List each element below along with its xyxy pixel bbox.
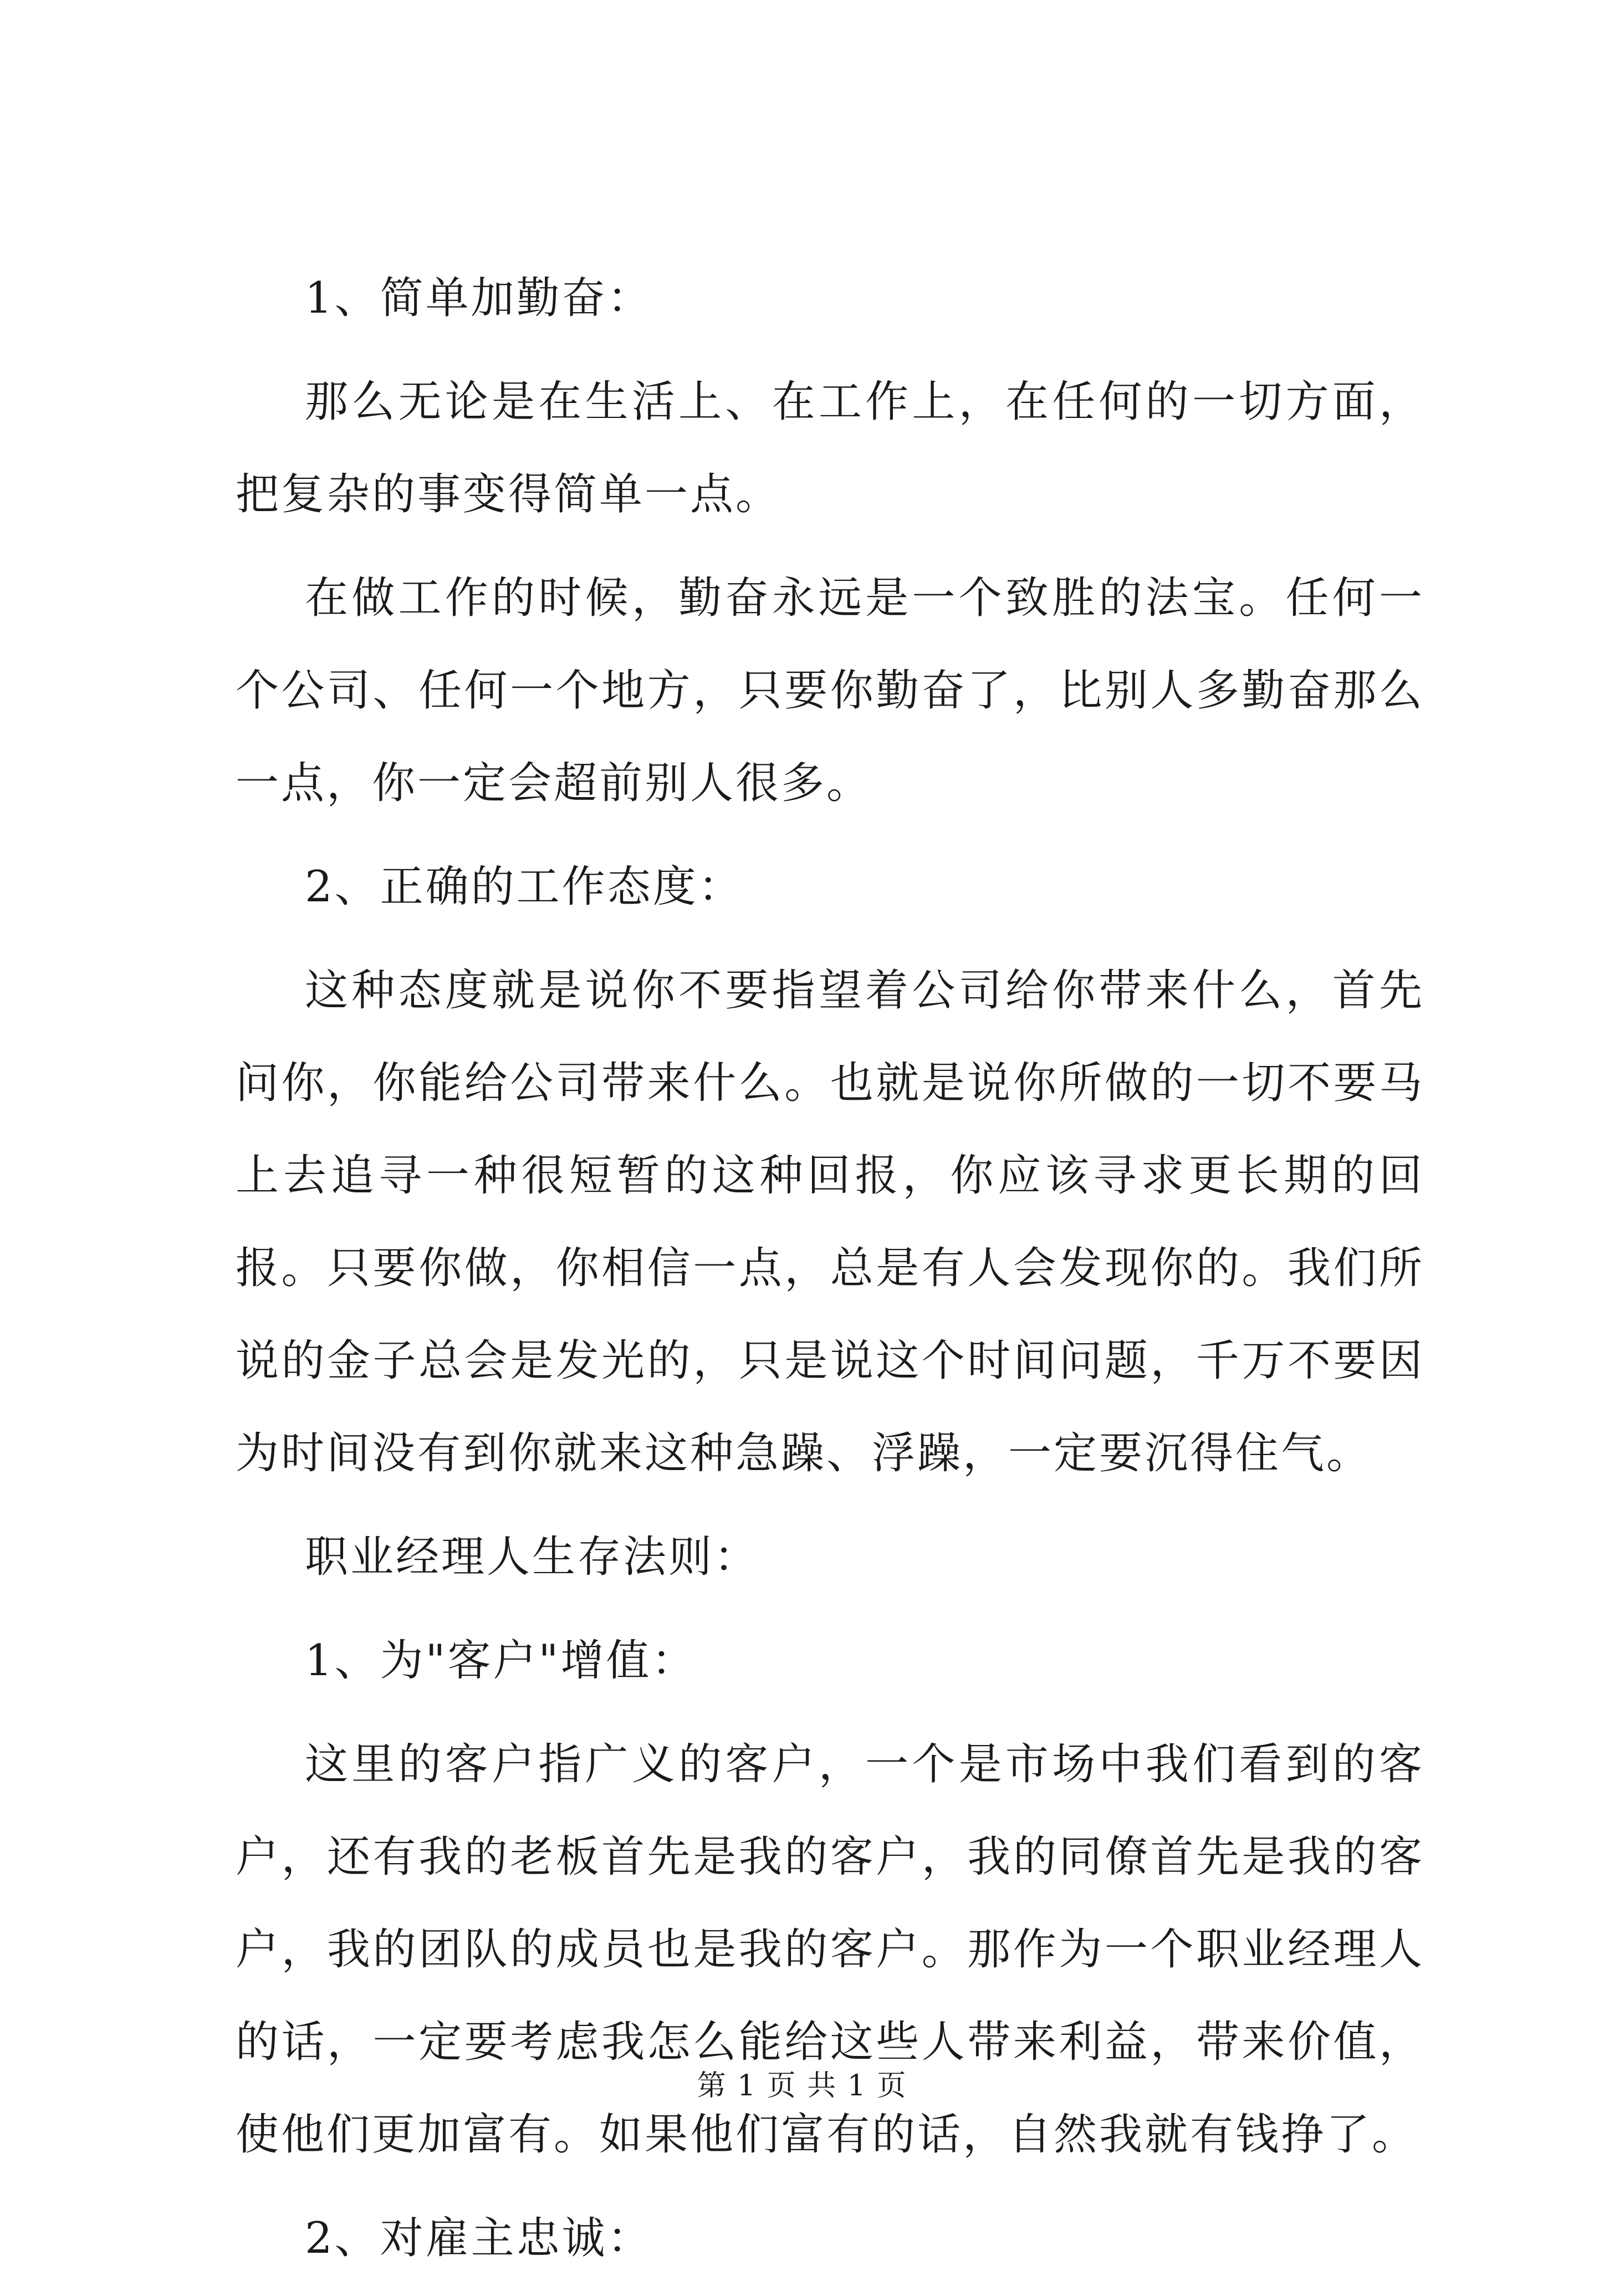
paragraph-customer: 这里的客户指广义的客户，一个是市场中我们看到的客户，还有我的老板首先是我的客户，我的同僚首先是我的客户，我的团队的成员也是我的客户。那作为一个职业经理人的话，一定要考虑我怎么能给这些人带来利益，带来价值，使他们更加富有。如果他们富有的话，自然我就有钱挣了。 bbox=[236, 1739, 1424, 2160]
heading-survival-rules: 职业经理人生存法则： bbox=[305, 1532, 760, 1582]
document-body bbox=[236, 252, 1424, 2296]
paragraph-diligence: 在做工作的时候，勤奋永远是一个致胜的法宝。任何一个公司、任何一个地方，只要你勤奋了，比别人多勤奋那么一点，你一定会超前别人很多。 bbox=[236, 573, 1424, 808]
heading-simple-diligent: 1、简单加勤奋： bbox=[305, 273, 653, 323]
heading-customer-value: 1、为"客户"增值： bbox=[305, 1636, 697, 1686]
page-number-footer: 第 1 页 共 1 页 bbox=[697, 2069, 907, 2103]
paragraph-simplify: 那么无论是在生活上、在工作上，在任何的一切方面，把复杂的事变得简单一点。 bbox=[236, 377, 1424, 519]
heading-work-attitude: 2、正确的工作态度： bbox=[305, 862, 744, 912]
heading-employer-loyalty: 2、对雇主忠诚： bbox=[305, 2213, 653, 2263]
paragraph-attitude: 这种态度就是说你不要指望着公司给你带来什么，首先问你，你能给公司带来什么。也就是说你所做的一切不要马上去追寻一种很短暂的这种回报，你应该寻求更长期的回报。只要你做，你相信一点，总是有人会发现你的。我们所说的金子总会是发光的，只是说这个时间问题，千万不要因为时间没有到你就来这种急躁、浮躁，一定要沉得住气。 bbox=[236, 966, 1424, 1478]
